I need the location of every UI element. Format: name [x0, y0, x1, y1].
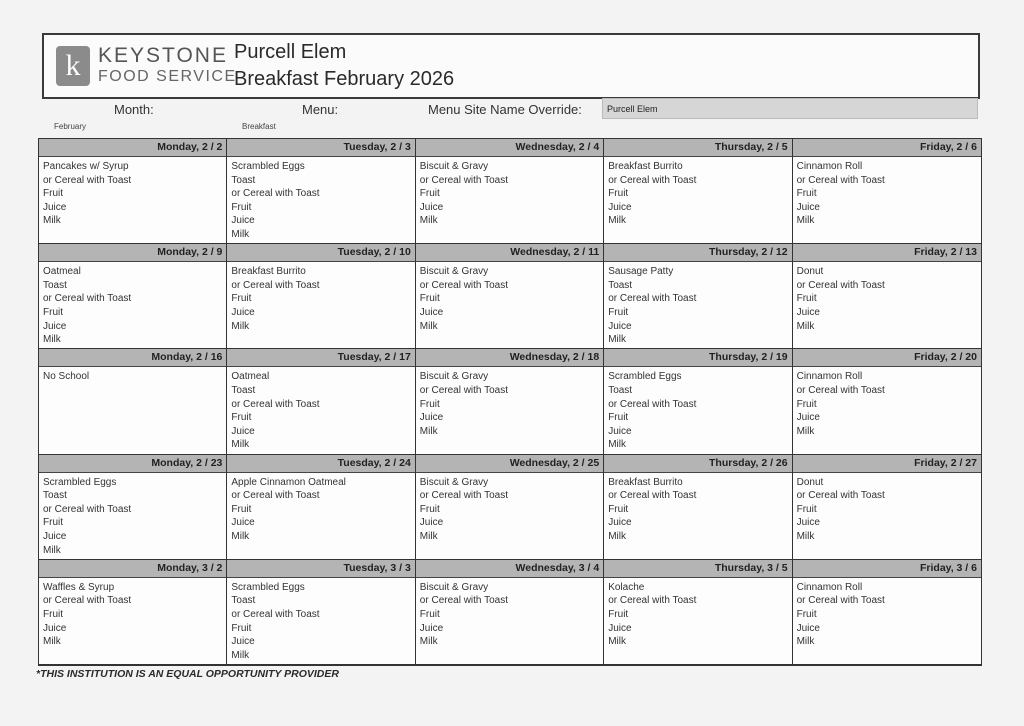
menu-item: Milk	[231, 530, 250, 542]
override-value: Purcell Elem	[602, 98, 978, 119]
menu-item: Cinnamon Roll	[796, 161, 863, 172]
day-cell	[604, 139, 792, 244]
menu-item: or Cereal with Toast	[608, 595, 697, 607]
day-date-header: Friday, 2 / 6	[793, 139, 981, 157]
menu-item: Fruit	[231, 622, 252, 634]
menu-item: Fruit	[43, 517, 63, 529]
menu-item: Milk	[796, 215, 815, 227]
day-menu-items	[604, 578, 791, 649]
menu-item: Milk	[43, 636, 61, 648]
menu-item: Juice	[231, 215, 255, 227]
day-menu-items	[416, 157, 603, 228]
day-cell	[227, 455, 415, 560]
day-menu-items	[604, 473, 791, 544]
menu-item: Scrambled Eggs	[43, 476, 117, 488]
menu-item: Milk	[43, 215, 61, 227]
day-cell	[39, 244, 227, 349]
meta-row	[40, 96, 980, 136]
menu-item: Biscuit & Gravy	[419, 161, 489, 172]
menu-item: Fruit	[43, 306, 63, 318]
day-cell	[39, 349, 227, 454]
menu-item: Milk	[608, 215, 626, 227]
day-cell	[793, 455, 981, 560]
menu-item: Pancakes w/ Syrup	[43, 161, 129, 172]
day-date-header: Monday, 3 / 2	[39, 560, 226, 578]
menu-item: Sausage Patty	[608, 266, 674, 278]
menu-item: Fruit	[231, 503, 252, 515]
day-cell	[227, 349, 415, 454]
menu-item: Juice	[608, 517, 632, 529]
menu-item: Milk	[796, 636, 815, 648]
menu-item: or Cereal with Toast	[419, 384, 508, 396]
day-cell	[604, 560, 792, 665]
menu-item: Toast	[231, 174, 256, 186]
menu-item: or Cereal with Toast	[419, 490, 508, 502]
day-date-header: Friday, 2 / 20	[793, 349, 981, 367]
menu-item: Oatmeal	[231, 371, 270, 383]
menu-item: No School	[43, 371, 90, 383]
day-menu-items	[227, 157, 414, 242]
day-date-header: Monday, 2 / 16	[39, 349, 226, 367]
day-menu-items	[793, 473, 981, 544]
menu-item: Waffles & Syrup	[43, 581, 115, 593]
menu-item: Milk	[419, 425, 438, 437]
menu-item: Biscuit & Gravy	[419, 476, 489, 488]
school-title: Purcell Elem	[234, 41, 347, 63]
menu-item: Milk	[608, 636, 626, 648]
menu-item: or Cereal with Toast	[231, 279, 320, 291]
menu-item: Fruit	[796, 608, 817, 620]
day-date-header: Wednesday, 2 / 4	[416, 139, 603, 157]
menu-item: Biscuit & Gravy	[419, 581, 489, 593]
menu-item: Juice	[796, 412, 820, 424]
day-date-header: Friday, 2 / 13	[793, 244, 981, 262]
day-menu-items	[793, 157, 981, 228]
menu-item: Milk	[419, 530, 438, 542]
menu-item: Juice	[419, 201, 444, 213]
menu-item: or Cereal with Toast	[43, 293, 132, 305]
day-cell	[227, 560, 415, 665]
day-cell	[793, 560, 981, 665]
day-menu-items	[39, 578, 226, 649]
day-cell	[793, 139, 981, 244]
menu-item: Milk	[231, 649, 250, 661]
menu-item: Milk	[796, 320, 815, 332]
day-cell	[416, 244, 604, 349]
day-cell	[227, 244, 415, 349]
menu-item: Fruit	[608, 608, 629, 620]
menu-item: Milk	[419, 320, 438, 332]
menu-label: Menu:	[302, 102, 339, 117]
menu-item: or Cereal with Toast	[419, 279, 508, 291]
day-menu-items	[793, 367, 981, 438]
menu-item: Juice	[608, 201, 632, 213]
day-cell	[416, 139, 604, 244]
day-menu-items	[416, 473, 603, 544]
logo-text-food-service: FOOD SERVICE	[98, 68, 237, 85]
menu-item: Juice	[43, 530, 67, 542]
day-date-header: Tuesday, 2 / 17	[227, 349, 414, 367]
menu-item: Juice	[43, 622, 67, 634]
menu-item: Juice	[796, 517, 820, 529]
menu-item: Milk	[608, 439, 626, 451]
menu-item: Juice	[43, 320, 67, 332]
day-date-header: Wednesday, 2 / 18	[416, 349, 603, 367]
menu-calendar-grid	[38, 138, 982, 666]
menu-item: Fruit	[419, 503, 440, 515]
menu-item: Milk	[231, 320, 250, 332]
menu-item: Fruit	[796, 188, 817, 200]
menu-item: Milk	[231, 439, 250, 451]
day-date-header: Tuesday, 3 / 3	[227, 560, 414, 578]
menu-item: Juice	[608, 425, 632, 437]
menu-item: Toast	[231, 595, 256, 607]
menu-item: or Cereal with Toast	[608, 490, 697, 502]
menu-item: Juice	[231, 425, 255, 437]
menu-item: Breakfast Burrito	[231, 266, 306, 278]
menu-item: Fruit	[796, 293, 817, 305]
menu-item: Milk	[43, 544, 61, 556]
menu-item: Juice	[608, 622, 632, 634]
menu-item: or Cereal with Toast	[231, 188, 320, 200]
menu-item: Milk	[419, 215, 438, 227]
day-menu-items	[39, 473, 226, 558]
day-menu-items	[793, 578, 981, 649]
menu-item: Fruit	[419, 293, 440, 305]
day-cell	[416, 349, 604, 454]
day-date-header: Wednesday, 2 / 11	[416, 244, 603, 262]
logo-text-keystone: KEYSTONE	[98, 44, 228, 67]
day-cell	[604, 455, 792, 560]
menu-item: or Cereal with Toast	[43, 503, 132, 515]
day-menu-items	[416, 262, 603, 333]
day-cell	[227, 139, 415, 244]
menu-item: or Cereal with Toast	[608, 174, 697, 186]
menu-item: or Cereal with Toast	[231, 490, 320, 502]
menu-item: Fruit	[419, 188, 440, 200]
menu-item: or Cereal with Toast	[231, 398, 320, 410]
menu-item: Toast	[608, 279, 633, 291]
menu-item: Toast	[43, 279, 67, 291]
menu-item: Juice	[796, 622, 820, 634]
day-date-header: Monday, 2 / 23	[39, 455, 226, 473]
menu-item: or Cereal with Toast	[231, 608, 320, 620]
menu-item: Milk	[608, 334, 626, 346]
override-label: Menu Site Name Override:	[428, 102, 582, 117]
month-label: Month:	[114, 102, 154, 117]
menu-item: Oatmeal	[43, 266, 81, 278]
menu-item: or Cereal with Toast	[43, 595, 132, 607]
day-menu-items	[227, 367, 414, 452]
menu-item: or Cereal with Toast	[796, 384, 885, 396]
day-menu-items	[39, 157, 226, 228]
menu-item: Fruit	[608, 503, 629, 515]
menu-item: Fruit	[43, 608, 63, 620]
keystone-logo-icon: k	[56, 46, 90, 86]
day-cell	[39, 139, 227, 244]
menu-item: Fruit	[43, 188, 63, 200]
header-box	[42, 33, 980, 99]
day-cell	[793, 244, 981, 349]
day-date-header: Thursday, 2 / 5	[604, 139, 791, 157]
menu-item: or Cereal with Toast	[419, 595, 508, 607]
menu-item: Juice	[419, 517, 444, 529]
menu-item: Juice	[419, 306, 444, 318]
day-date-header: Tuesday, 2 / 3	[227, 139, 414, 157]
day-menu-items	[604, 367, 791, 452]
menu-item: Fruit	[419, 608, 440, 620]
menu-value: Breakfast	[242, 122, 276, 131]
day-menu-items	[604, 262, 791, 347]
menu-item: Milk	[796, 425, 815, 437]
menu-item: Juice	[43, 201, 67, 213]
menu-item: Fruit	[608, 412, 629, 424]
menu-item: Fruit	[796, 398, 817, 410]
day-date-header: Thursday, 2 / 19	[604, 349, 791, 367]
menu-item: Scrambled Eggs	[608, 371, 682, 383]
menu-item: or Cereal with Toast	[608, 398, 697, 410]
day-menu-items	[416, 367, 603, 438]
menu-item: Cinnamon Roll	[796, 581, 863, 593]
menu-item: Breakfast Burrito	[608, 161, 683, 172]
day-cell	[39, 455, 227, 560]
menu-item: Juice	[608, 320, 632, 332]
menu-item: or Cereal with Toast	[796, 490, 885, 502]
day-date-header: Wednesday, 2 / 25	[416, 455, 603, 473]
menu-item: Juice	[419, 412, 444, 424]
menu-item: Breakfast Burrito	[608, 476, 683, 488]
day-cell	[604, 244, 792, 349]
menu-item: Juice	[419, 622, 444, 634]
day-date-header: Monday, 2 / 9	[39, 244, 226, 262]
menu-item: Fruit	[796, 503, 817, 515]
day-menu-items	[793, 262, 981, 333]
day-date-header: Monday, 2 / 2	[39, 139, 226, 157]
menu-item: or Cereal with Toast	[608, 293, 697, 305]
day-cell	[39, 560, 227, 665]
menu-item: Juice	[231, 636, 255, 648]
day-menu-items	[39, 367, 226, 384]
menu-item: or Cereal with Toast	[796, 279, 885, 291]
menu-item: Cinnamon Roll	[796, 371, 863, 383]
menu-item: or Cereal with Toast	[796, 595, 885, 607]
day-menu-items	[39, 262, 226, 347]
day-date-header: Tuesday, 2 / 10	[227, 244, 414, 262]
menu-item: Biscuit & Gravy	[419, 266, 489, 278]
menu-item: Fruit	[231, 412, 252, 424]
menu-item: Milk	[419, 636, 438, 648]
day-cell	[416, 560, 604, 665]
footer-disclaimer: *THIS INSTITUTION IS AN EQUAL OPPORTUNITY PROVIDER	[36, 668, 339, 680]
day-date-header: Friday, 2 / 27	[793, 455, 981, 473]
menu-item: Fruit	[231, 293, 252, 305]
day-menu-items	[227, 578, 414, 663]
menu-item: Toast	[231, 384, 256, 396]
day-date-header: Friday, 3 / 6	[793, 560, 981, 578]
day-date-header: Thursday, 2 / 12	[604, 244, 791, 262]
menu-item: Scrambled Eggs	[231, 581, 305, 593]
menu-item: Milk	[796, 530, 815, 542]
day-date-header: Tuesday, 2 / 24	[227, 455, 414, 473]
menu-item: Fruit	[419, 398, 440, 410]
menu-item: Milk	[231, 228, 250, 240]
menu-item: or Cereal with Toast	[43, 174, 132, 186]
day-menu-items	[227, 473, 414, 544]
day-menu-items	[227, 262, 414, 333]
day-date-header: Thursday, 2 / 26	[604, 455, 791, 473]
day-menu-items	[604, 157, 791, 228]
menu-item: Toast	[43, 490, 67, 502]
menu-item: Toast	[608, 384, 633, 396]
menu-item: Donut	[796, 266, 824, 278]
menu-item: Fruit	[231, 201, 252, 213]
menu-item: Kolache	[608, 581, 645, 593]
menu-item: Milk	[608, 530, 626, 542]
day-date-header: Thursday, 3 / 5	[604, 560, 791, 578]
menu-item: Scrambled Eggs	[231, 161, 305, 172]
menu-item: Juice	[231, 306, 255, 318]
menu-item: or Cereal with Toast	[419, 174, 508, 186]
menu-item: Fruit	[608, 306, 629, 318]
day-menu-items	[416, 578, 603, 649]
menu-title: Breakfast February 2026	[234, 68, 455, 90]
menu-item: Fruit	[608, 188, 629, 200]
menu-item: Apple Cinnamon Oatmeal	[231, 476, 346, 488]
day-date-header: Wednesday, 3 / 4	[416, 560, 603, 578]
day-cell	[604, 349, 792, 454]
day-cell	[793, 349, 981, 454]
menu-item: Juice	[231, 517, 255, 529]
menu-item: Donut	[796, 476, 824, 488]
menu-item: Juice	[796, 306, 820, 318]
menu-item: Juice	[796, 201, 820, 213]
day-cell	[416, 455, 604, 560]
month-value: February	[54, 122, 87, 131]
menu-item: Milk	[43, 334, 61, 346]
menu-item: or Cereal with Toast	[796, 174, 885, 186]
menu-item: Biscuit & Gravy	[419, 371, 489, 383]
